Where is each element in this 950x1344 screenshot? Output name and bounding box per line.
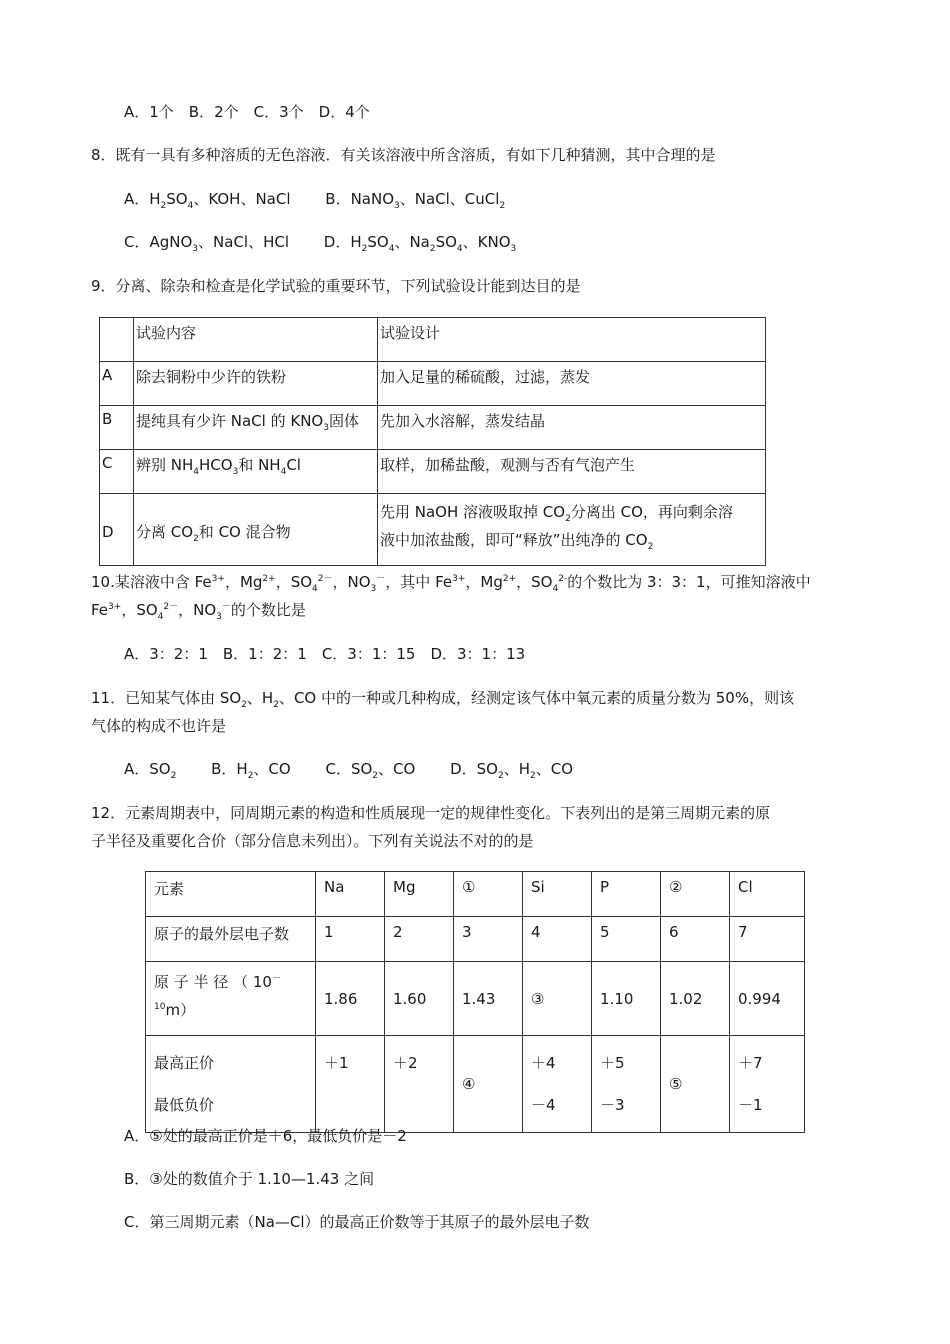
- table-row: 原 子 半 径 （ 10－ $^{10}$m） 1.86 1.60 1.43 ③ 1.10 1.02 0.994: [146, 962, 805, 1036]
- q9-table: [99, 317, 766, 566]
- table-row: 元素 Na Mg ① Si P ② Cl: [146, 872, 805, 917]
- q12-stem-line-1: 12．元素周期表中，同周期元素的构造和性质展现一定的规律性变化。下表列出的是第三周期元素的原: [91, 804, 771, 822]
- q8-option-row-1: A．$H_2SO_4$、KOH、NaCl B．NaNO$_3$、NaCl、CuCl$_2$: [124, 190, 506, 211]
- table-row: 试验内容 试验设计: [100, 318, 766, 362]
- q12-table: [145, 871, 805, 1133]
- table-row: A 除去铜粉中少许的铁粉 加入足量的稀硫酸，过滤，蒸发: [100, 362, 766, 406]
- q10-stem-line-1: 10.某溶液中含 $Fe^{3+}$，$Mg^{2+}$，$SO_4^{2-}$，$NO_3^-$，其中 $Fe^{3+}$，$Mg^{2+}$，$SO_4^{2-}$的个数比为 3：3：1，可推知溶液中: [91, 573, 811, 594]
- q8-option-row-2: C．AgNO$_3$、NaCl、HCl D．$H_2SO_4$、$Na_2SO_4$、$KNO_3$: [124, 233, 517, 254]
- q11-stem-line-2: 气体的构成不也许是: [91, 717, 227, 735]
- q12-stem-line-2: 子半径及重要化合价（部分信息未列出）。下列有关说法不对的的是: [91, 832, 534, 850]
- q12-option-b: B．③处的数值介于 1.10—1.43 之间: [124, 1170, 375, 1188]
- table-row: 原子的最外层电子数 1 2 3 4 5 6 7: [146, 917, 805, 962]
- q12-option-a: A．⑤处的最高正价是＋6，最低负价是－2: [124, 1127, 407, 1145]
- q12-option-c: C．第三周期元素（Na—Cl）的最高正价数等于其原子的最外层电子数: [124, 1213, 590, 1231]
- q9-stem: 9．分离、除杂和检查是化学试验的重要环节，下列试验设计能到达目的是: [91, 277, 581, 295]
- table-row: D 分离 $CO_2$和 CO 混合物 先用 NaOH 溶液吸取掉 $CO_2$分离出 CO，再向剩余溶 液中加浓盐酸，即可“释放”出纯净的 $CO_2$: [100, 494, 766, 566]
- q10-options: A．3：2：1 B．1：2：1 C．3：1：15 D．3：1：13: [124, 645, 526, 663]
- q10-stem-line-2: $Fe^{3+}$，$SO_4^{2-}$，$NO_3^-$的个数比是: [91, 601, 306, 622]
- q11-stem-line-1: 11．已知某气体由 $SO_2$、$H_2$、CO 中的一种或几种构成，经测定该气体中氧元素的质量分数为 50%，则该: [91, 689, 795, 710]
- q8-stem: 8．既有一具有多种溶质的无色溶液．有关该溶液中所含溶质，有如下几种猜测，其中合理的是: [91, 146, 716, 164]
- table-row: C 辨别 $NH_4HCO_3$和 $NH_4Cl$ 取样，加稀盐酸，观测与否有气泡产生: [100, 450, 766, 494]
- table-row: 最高正价 最低负价 ＋1 ＋2 ④ ＋4 －4 ＋5 －3 ⑤ ＋7 －1: [146, 1036, 805, 1133]
- q7-options: A．1个 B．2个 C．3个 D．4个: [124, 103, 370, 121]
- q11-options: A．$SO_2$ B．$H_2$、CO C．$SO_2$、CO D．$SO_2$、$H_2$、CO: [124, 760, 574, 781]
- table-row: B 提纯具有少许 NaCl 的 $KNO_3$固体 先加入水溶解，蒸发结晶: [100, 406, 766, 450]
